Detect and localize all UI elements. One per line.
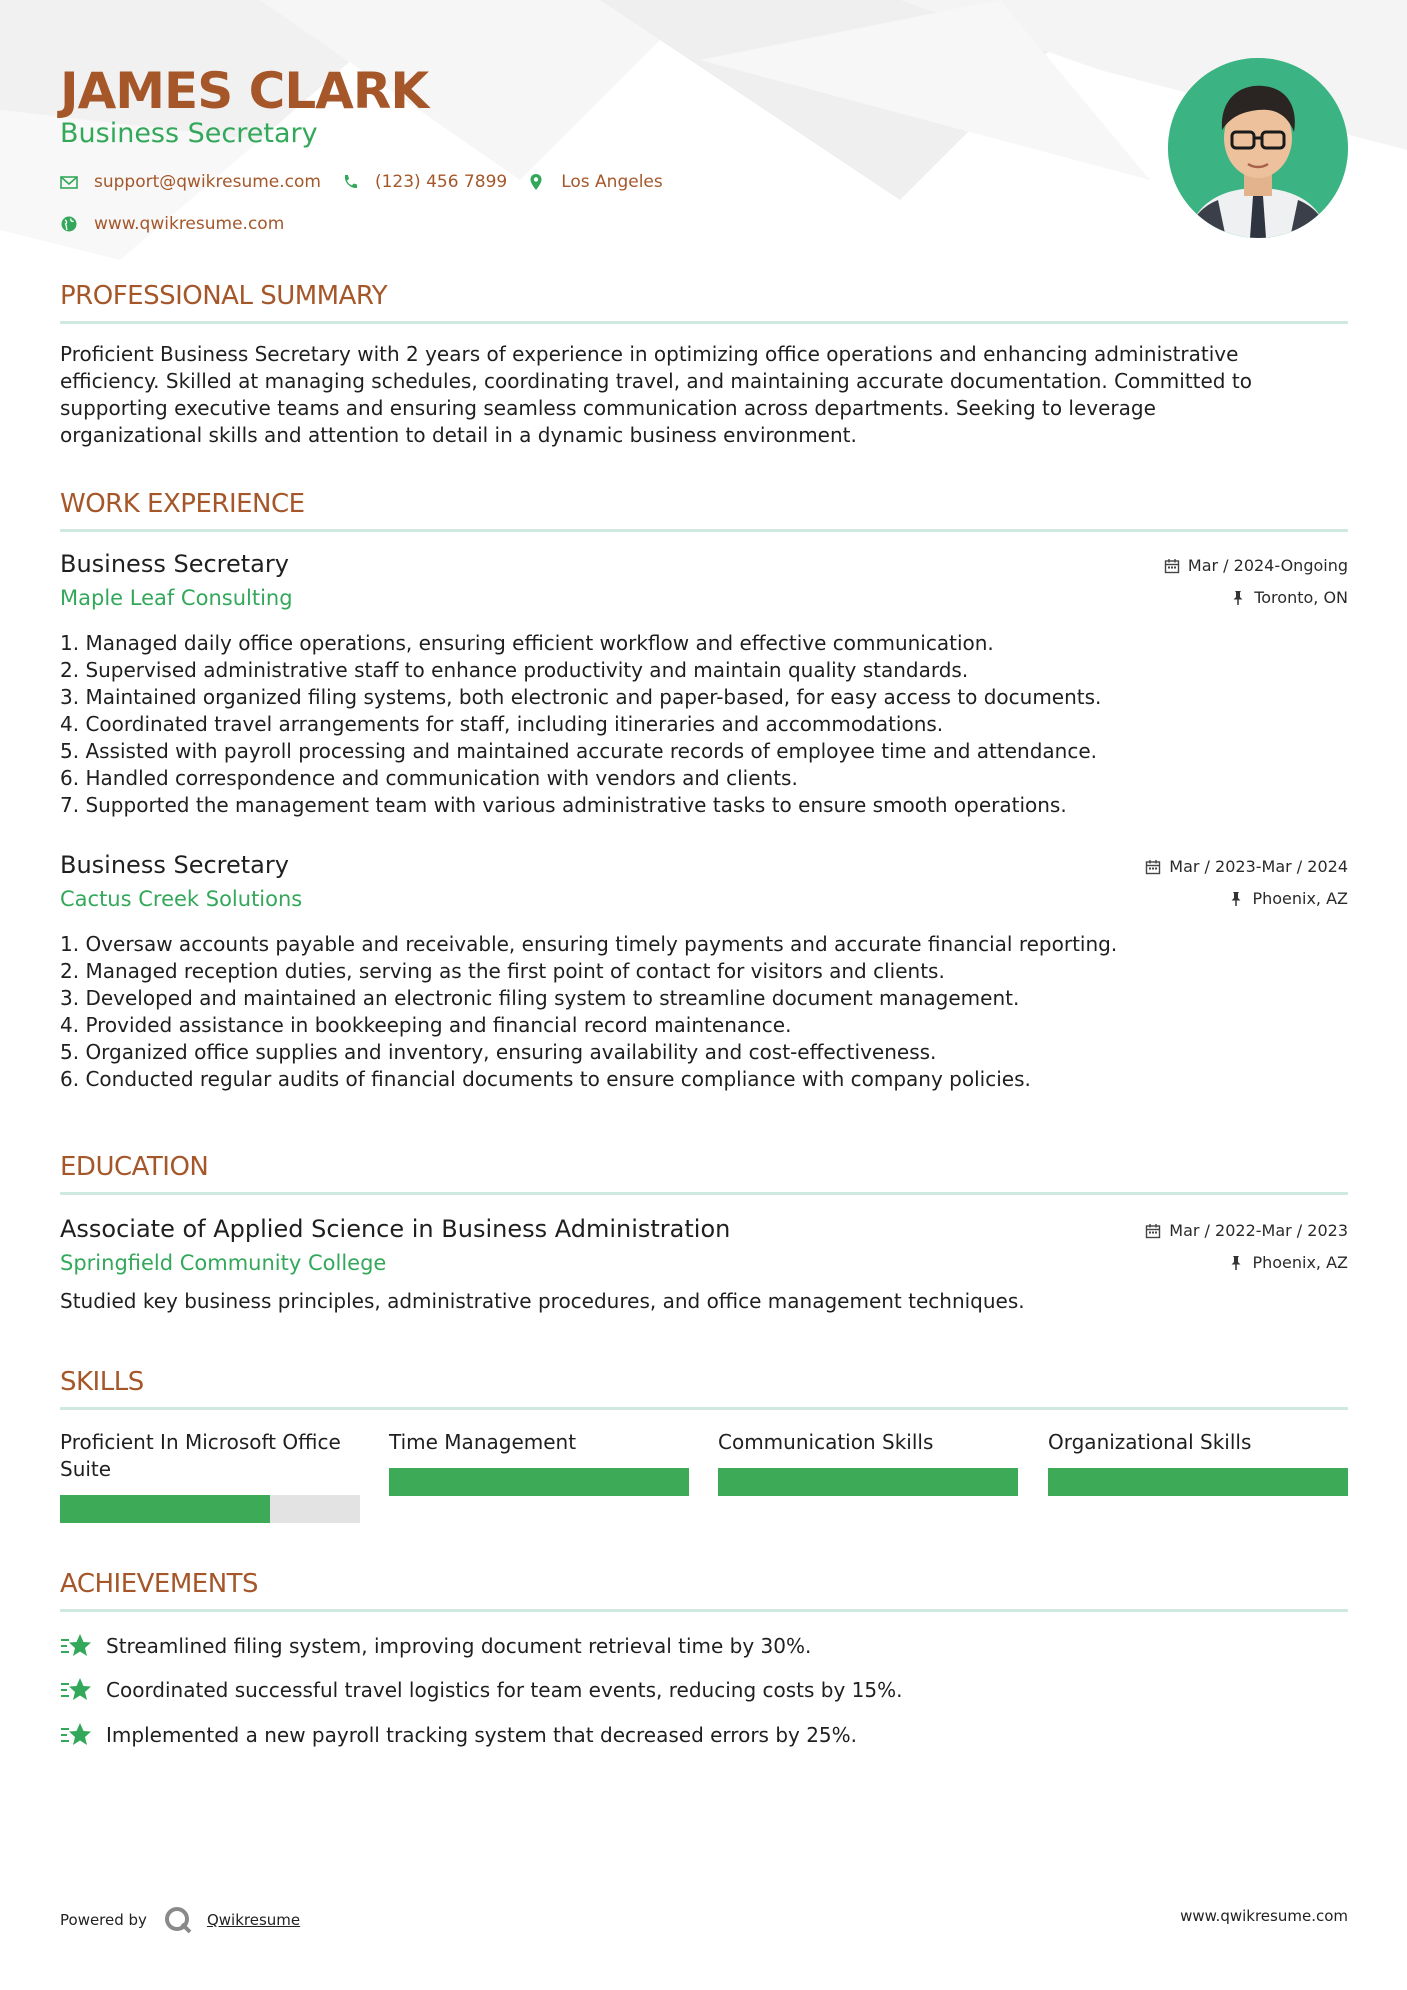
summary-line: supporting executive teams and ensuring seamless communication across departments. Seeking to leverage	[60, 396, 1156, 420]
contact-email[interactable]	[60, 172, 321, 192]
education-description: Studied key business principles, administrative procedures, and office management techniques.	[60, 1289, 1025, 1313]
skill-item	[60, 1429, 360, 1483]
job-bullet: 2. Supervised administrative staff to enhance productivity and maintain quality standards.	[60, 658, 969, 682]
skill-name-line: Proficient In Microsoft Office	[60, 1430, 341, 1454]
job-date	[1145, 857, 1348, 876]
candidate-title: Business Secretary	[60, 118, 318, 149]
skill-item	[389, 1429, 689, 1456]
job-bullet: 6. Conducted regular audits of financial documents to ensure compliance with company policies.	[60, 1067, 1031, 1091]
skill-name: Organizational Skills	[1048, 1430, 1252, 1454]
job-entry	[60, 550, 1348, 820]
achievement-text: Implemented a new payroll tracking system that decreased errors by 25%.	[106, 1723, 858, 1747]
job-bullets	[60, 931, 1117, 1093]
phone-icon	[341, 173, 359, 191]
calendar-icon	[1145, 859, 1161, 875]
qwikresume-logo-icon	[163, 1905, 193, 1935]
education-divider	[60, 1192, 1348, 1195]
contact-location	[527, 172, 663, 192]
star-badge-icon	[60, 1632, 92, 1660]
candidate-name: JAMES CLARK	[60, 62, 429, 120]
contact-row-secondary	[60, 214, 304, 234]
job-bullet: 6. Handled correspondence and communication with vendors and clients.	[60, 766, 798, 790]
pushpin-icon	[1228, 891, 1244, 907]
skill-name-line: Suite	[60, 1457, 112, 1481]
summary-line: organizational skills and attention to detail in a dynamic business environment.	[60, 423, 857, 447]
job-bullet: 3. Developed and maintained an electronic filing system to streamline document management.	[60, 986, 1020, 1010]
job-location	[1228, 889, 1348, 908]
resume-page	[60, 0, 1348, 1747]
job-date-text: Mar / 2023-Mar / 2024	[1169, 857, 1348, 876]
education-entry	[60, 1215, 1348, 1335]
job-location-text: Phoenix, AZ	[1252, 889, 1348, 908]
job-location-text: Toronto, ON	[1254, 588, 1348, 607]
job-bullet: 1. Oversaw accounts payable and receivable, ensuring timely payments and accurate financial reporting.	[60, 932, 1118, 956]
profile-photo	[1168, 58, 1348, 238]
skill-item	[1048, 1429, 1348, 1456]
contact-phone[interactable]	[341, 172, 507, 192]
achievement-item	[60, 1632, 811, 1660]
education-location	[1228, 1253, 1348, 1272]
job-bullet: 5. Organized office supplies and inventory, ensuring availability and cost-effectiveness.	[60, 1040, 937, 1064]
footer-url[interactable]: www.qwikresume.com	[1180, 1907, 1348, 1925]
skills-divider	[60, 1407, 1348, 1410]
powered-by-label: Powered by	[60, 1911, 147, 1929]
skill-name: Time Management	[389, 1430, 577, 1454]
skill-item	[718, 1429, 1018, 1456]
job-bullet: 1. Managed daily office operations, ensuring efficient workflow and effective communication.	[60, 631, 994, 655]
job-bullet: 5. Assisted with payroll processing and maintained accurate records of employee time and attendance.	[60, 739, 1098, 763]
contact-row-primary	[60, 172, 683, 192]
skill-bar-fill	[1048, 1468, 1348, 1496]
skill-bar-fill	[60, 1495, 270, 1523]
resume-header	[60, 0, 1348, 250]
job-title: Business Secretary	[60, 851, 289, 879]
experience-heading: WORK EXPERIENCE	[60, 489, 305, 519]
skill-bar-fill	[718, 1468, 1018, 1496]
skill-bar-fill	[389, 1468, 689, 1496]
phone-text[interactable]: (123) 456 7899	[374, 172, 508, 192]
summary-line: efficiency. Skilled at managing schedules, coordinating travel, and maintaining accurate documentation. Committed to	[60, 369, 1252, 393]
achievement-item	[60, 1721, 857, 1749]
summary-heading: PROFESSIONAL SUMMARY	[60, 281, 388, 311]
skill-bar	[389, 1468, 689, 1496]
map-pin-icon	[527, 173, 545, 191]
email-text[interactable]: support@qwikresume.com	[94, 172, 321, 192]
achievement-text: Streamlined filing system, improving document retrieval time by 30%.	[106, 1634, 812, 1658]
degree-title: Associate of Applied Science in Business Administration	[60, 1215, 731, 1243]
location-text: Los Angeles	[561, 172, 663, 192]
qwikresume-link[interactable]: Qwikresume	[206, 1911, 301, 1929]
education-date	[1145, 1221, 1348, 1240]
star-badge-icon	[60, 1676, 92, 1704]
envelope-icon	[60, 173, 78, 191]
job-bullet: 3. Maintained organized filing systems, both electronic and paper-based, for easy access to documents.	[60, 685, 1102, 709]
job-date	[1164, 556, 1348, 575]
calendar-icon	[1164, 558, 1180, 574]
pushpin-icon	[1230, 590, 1246, 606]
powered-by	[60, 1905, 300, 1935]
job-title: Business Secretary	[60, 550, 289, 578]
avatar-illustration	[1168, 58, 1348, 238]
website-text[interactable]: www.qwikresume.com	[94, 214, 285, 234]
calendar-icon	[1145, 1223, 1161, 1239]
contact-website[interactable]	[60, 214, 284, 234]
achievements-section	[60, 1569, 1348, 1612]
school-name: Springfield Community College	[60, 1251, 387, 1275]
summary-line: Proficient Business Secretary with 2 years of experience in optimizing office operations and enhancing administrative	[60, 342, 1239, 366]
job-date-text: Mar / 2024-Ongoing	[1187, 556, 1348, 575]
skill-bar	[718, 1468, 1018, 1496]
education-date-text: Mar / 2022-Mar / 2023	[1169, 1221, 1348, 1240]
skills-grid	[60, 1429, 1348, 1529]
job-bullet: 2. Managed reception duties, serving as the first point of contact for visitors and clients.	[60, 959, 945, 983]
experience-divider	[60, 529, 1348, 532]
pushpin-icon	[1228, 1255, 1244, 1271]
skills-heading: SKILLS	[60, 1367, 144, 1397]
job-bullet: 7. Supported the management team with various administrative tasks to ensure smooth operations.	[60, 793, 1067, 817]
skill-name	[60, 1429, 360, 1483]
summary-divider	[60, 321, 1348, 324]
job-company: Cactus Creek Solutions	[60, 887, 303, 911]
job-bullet: 4. Provided assistance in bookkeeping and financial record maintenance.	[60, 1013, 792, 1037]
summary-section	[60, 281, 1348, 449]
summary-body	[60, 341, 1348, 449]
education-location-text: Phoenix, AZ	[1252, 1253, 1348, 1272]
achievement-item	[60, 1676, 902, 1704]
job-location	[1230, 588, 1348, 607]
job-company: Maple Leaf Consulting	[60, 586, 293, 610]
skill-bar	[60, 1495, 360, 1523]
job-entry	[60, 851, 1348, 1101]
education-section	[60, 1152, 1348, 1195]
achievement-text: Coordinated successful travel logistics for team events, reducing costs by 15%.	[106, 1678, 903, 1702]
achievements-heading: ACHIEVEMENTS	[60, 1569, 259, 1599]
skill-name: Communication Skills	[718, 1430, 934, 1454]
star-badge-icon	[60, 1721, 92, 1749]
skill-bar	[1048, 1468, 1348, 1496]
job-bullets	[60, 630, 1101, 819]
globe-icon	[60, 215, 78, 233]
education-heading: EDUCATION	[60, 1152, 209, 1182]
job-bullet: 4. Coordinated travel arrangements for staff, including itineraries and accommodations.	[60, 712, 944, 736]
skills-section	[60, 1367, 1348, 1410]
achievements-divider	[60, 1609, 1348, 1612]
page-footer	[60, 1897, 1348, 1933]
experience-section	[60, 489, 1348, 532]
